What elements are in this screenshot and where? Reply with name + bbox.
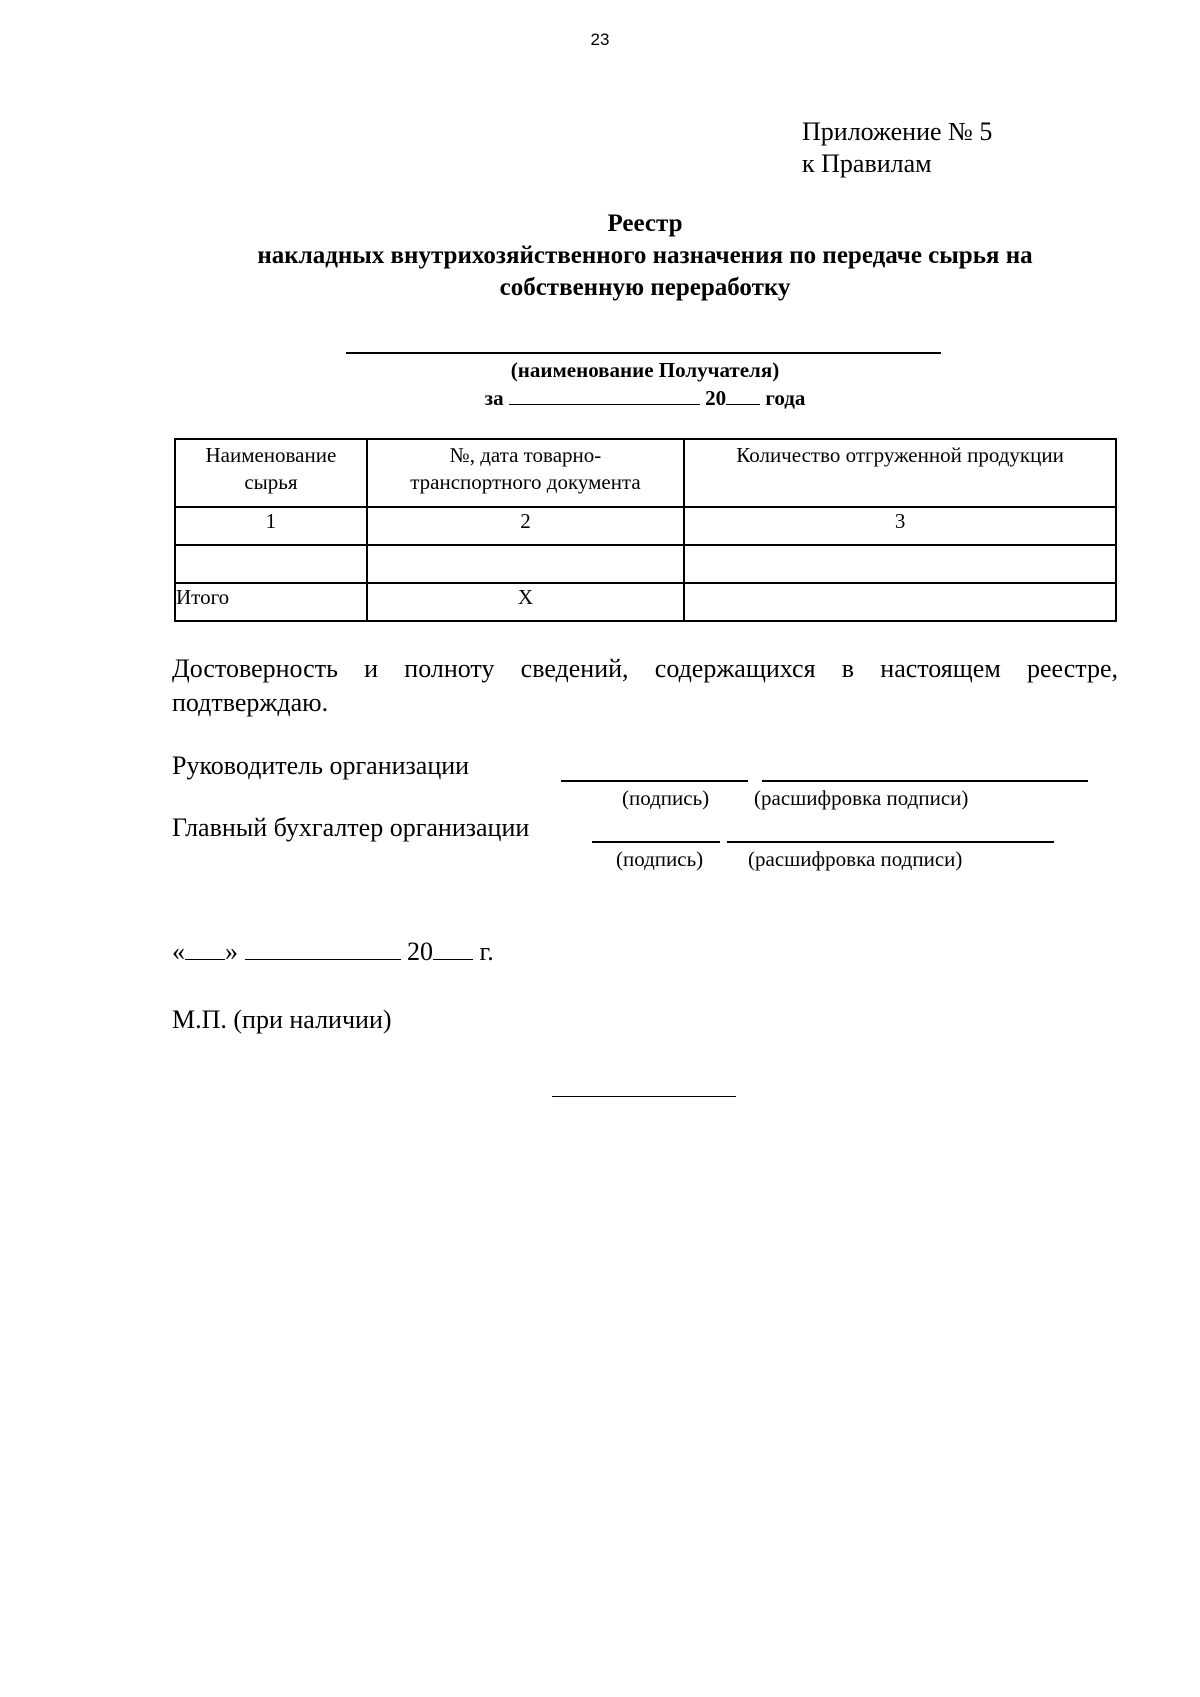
period-suffix: года bbox=[765, 386, 806, 410]
table-cell bbox=[367, 545, 684, 583]
accountant-decode-caption: (расшифровка подписи) bbox=[748, 847, 963, 871]
table-cell: 1 bbox=[175, 507, 367, 545]
accountant-signature-caption: (подпись) bbox=[616, 847, 704, 871]
period-blank bbox=[509, 384, 700, 405]
date-line bbox=[172, 936, 494, 968]
total-label: Итого bbox=[175, 583, 367, 621]
table-total-row bbox=[175, 583, 1116, 621]
registry-table bbox=[174, 438, 1117, 622]
title-line-1: Реестр bbox=[607, 210, 683, 237]
end-divider bbox=[552, 1096, 736, 1097]
date-month-blank bbox=[245, 939, 401, 960]
total-quantity-cell bbox=[684, 583, 1116, 621]
date-day-blank bbox=[185, 939, 225, 960]
table-cell bbox=[175, 545, 367, 583]
director-signature-line bbox=[561, 780, 748, 782]
appendix-number: Приложение № 5 bbox=[802, 117, 993, 146]
director-decode-caption: (расшифровка подписи) bbox=[754, 786, 969, 810]
appendix-rules-ref: к Правилам bbox=[802, 149, 932, 178]
total-document-cell: Х bbox=[367, 583, 684, 621]
period-year-blank bbox=[726, 384, 760, 405]
table-cell bbox=[684, 545, 1116, 583]
title-line-2: накладных внутрихозяйственного назначения по передаче сырья на bbox=[257, 242, 1033, 269]
accountant-signature-line bbox=[592, 841, 720, 843]
header-cell-material bbox=[175, 439, 367, 507]
table-cell: 2 bbox=[367, 507, 684, 545]
recipient-label: (наименование Получателя) bbox=[510, 358, 780, 382]
date-year-prefix: 20 bbox=[407, 937, 433, 966]
page-number: 23 bbox=[590, 30, 610, 49]
header-cell-quantity bbox=[684, 439, 1116, 507]
director-signature-caption: (подпись) bbox=[622, 786, 710, 810]
table-cell: 3 bbox=[684, 507, 1116, 545]
header-text: Наименование bbox=[205, 443, 337, 467]
date-close-quote: » bbox=[225, 937, 238, 966]
header-text: транспортного документа bbox=[410, 470, 641, 494]
table-row bbox=[175, 545, 1116, 583]
stamp-place: М.П. (при наличии) bbox=[172, 1005, 392, 1034]
period-prefix: за bbox=[484, 386, 504, 410]
header-text: сырья bbox=[244, 470, 298, 494]
date-year-blank bbox=[433, 939, 473, 960]
date-suffix: г. bbox=[479, 937, 494, 966]
header-text: Количество отгруженной продукции bbox=[736, 443, 1064, 467]
accountant-label: Главный бухгалтер организации bbox=[172, 813, 530, 842]
table-header-row bbox=[175, 439, 1116, 507]
appendix-reference bbox=[802, 116, 992, 180]
table-number-row bbox=[175, 507, 1116, 545]
header-cell-document bbox=[367, 439, 684, 507]
period-year-prefix: 20 bbox=[705, 386, 727, 410]
confirmation-statement: Достоверность и полноту сведений, содержащихся в настоящем реестре, подтверждаю. bbox=[172, 654, 1118, 717]
recipient-name-blank bbox=[346, 352, 941, 354]
title-line-3: собственную переработку bbox=[499, 274, 791, 301]
period-line bbox=[0, 384, 1200, 412]
director-decode-line bbox=[762, 780, 1088, 782]
director-label: Руководитель организации bbox=[172, 751, 470, 780]
header-text: №, дата товарно- bbox=[449, 443, 602, 467]
document-title bbox=[0, 208, 1200, 304]
date-open-quote: « bbox=[172, 937, 185, 966]
accountant-decode-line bbox=[727, 841, 1054, 843]
